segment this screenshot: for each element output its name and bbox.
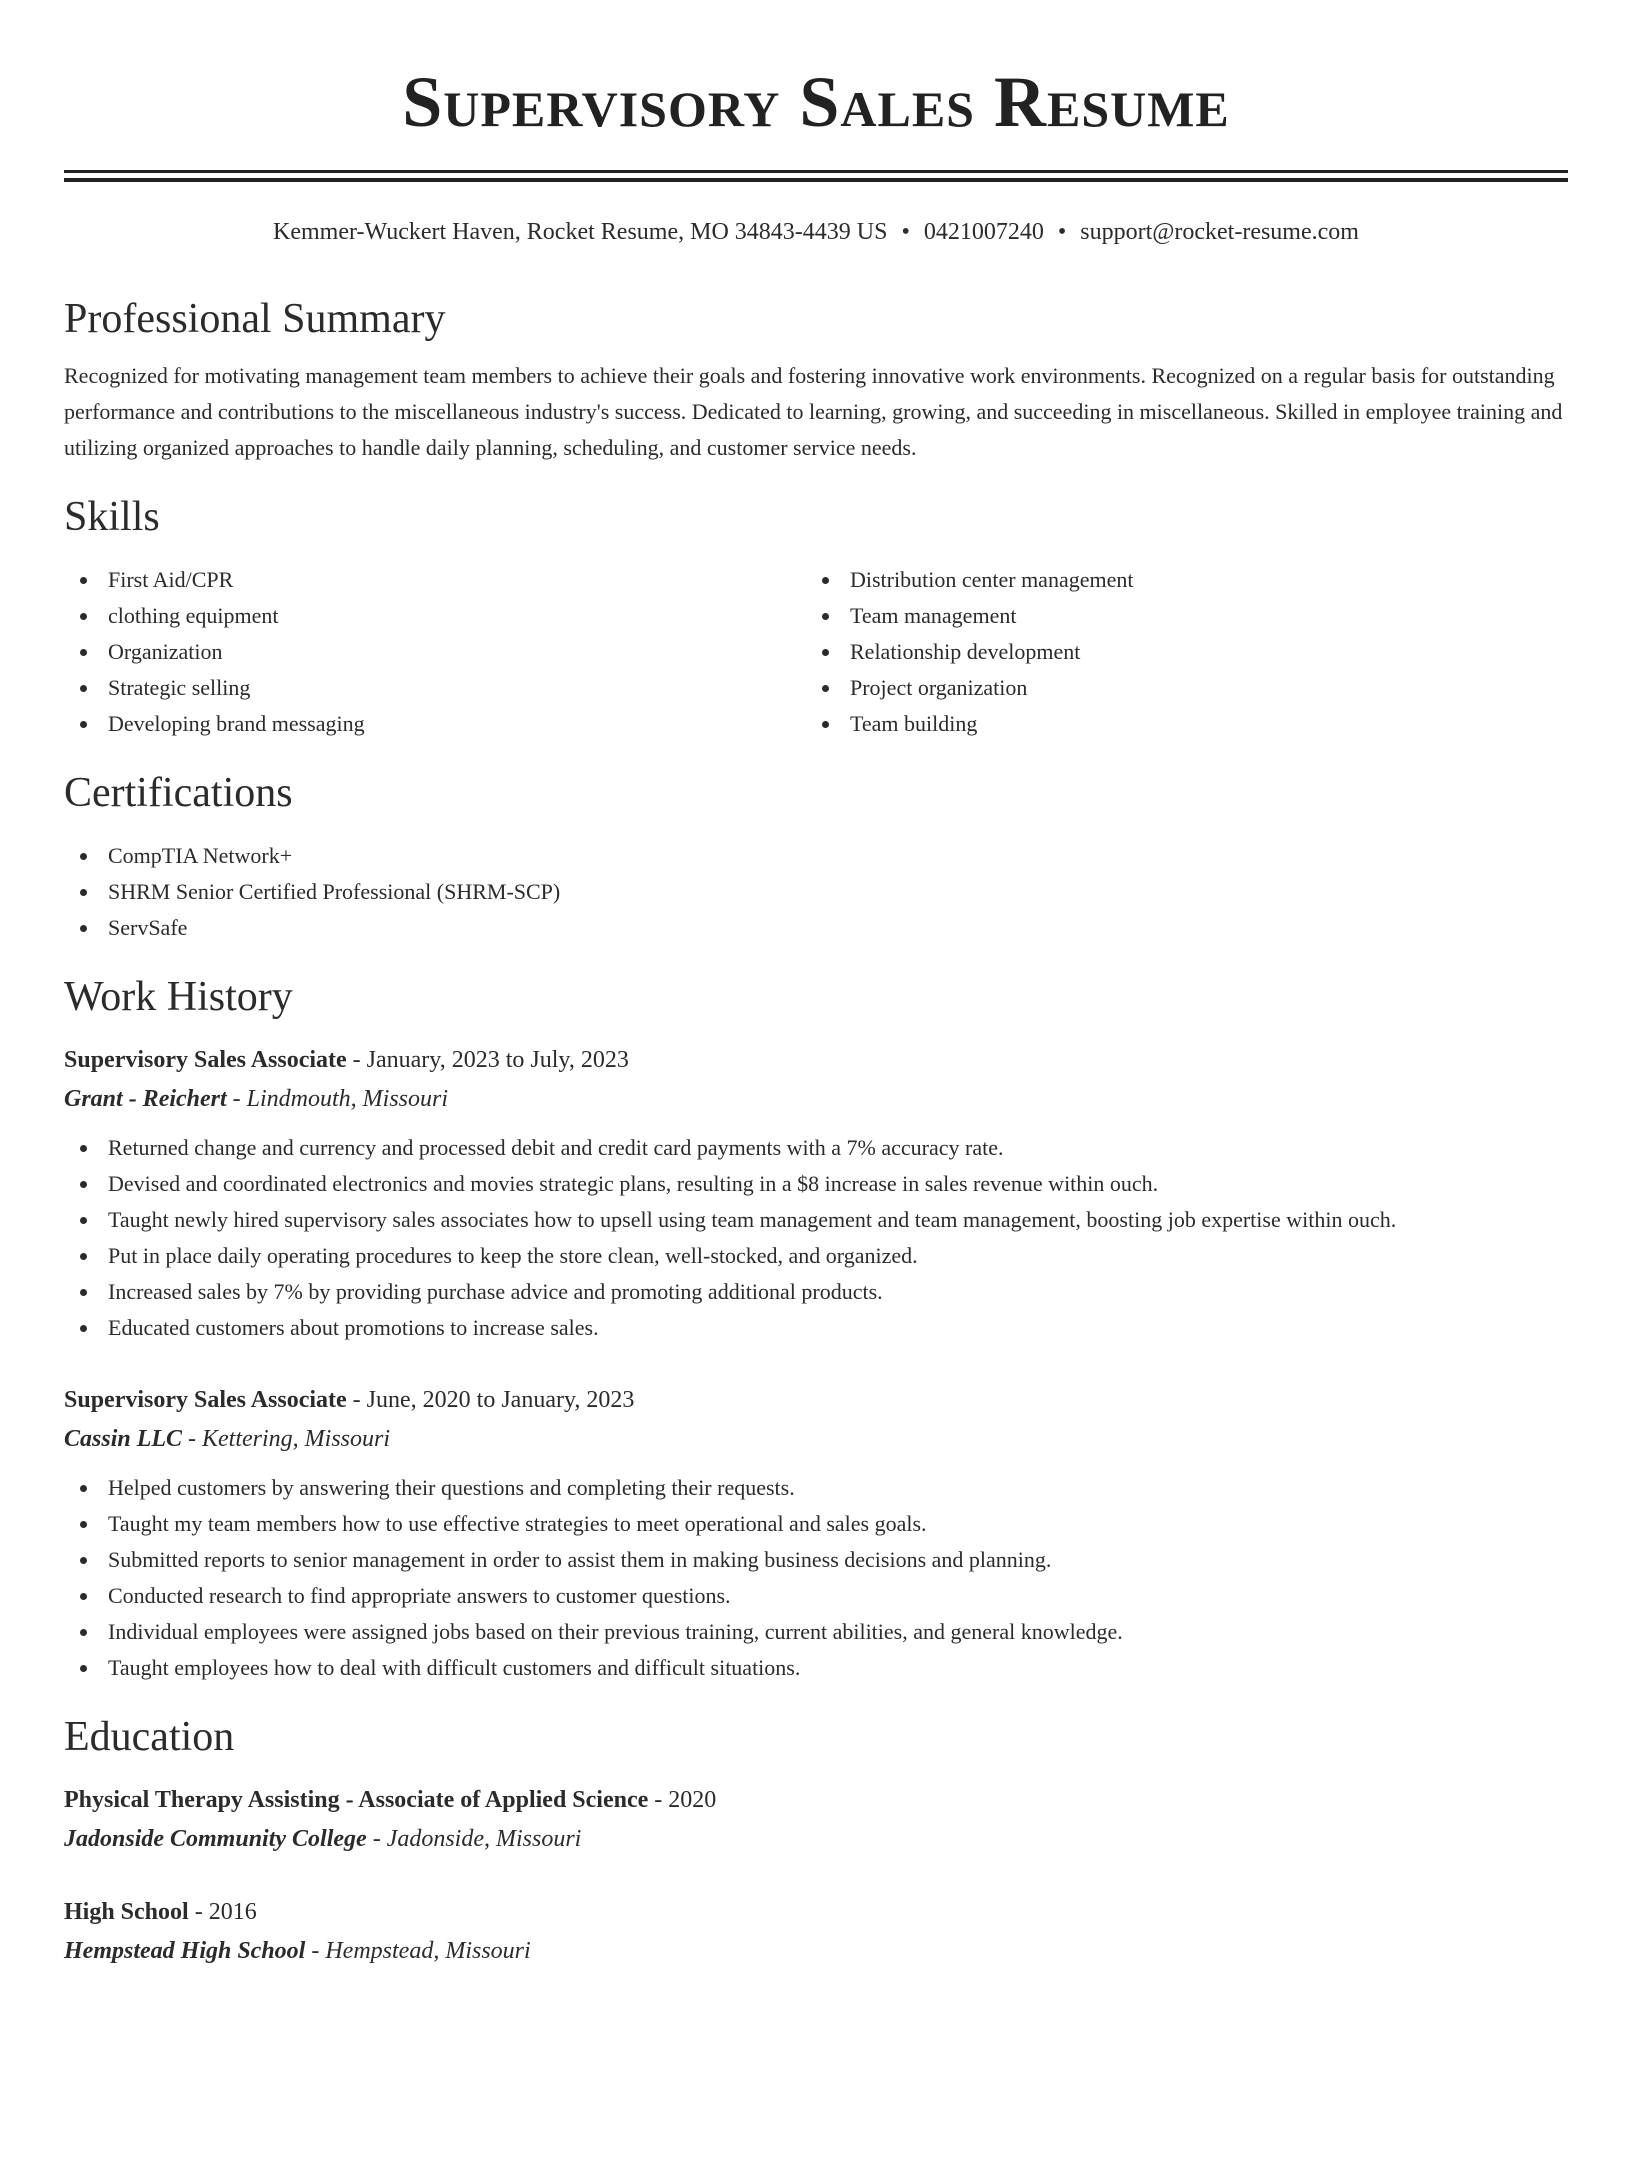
degree-name: High School xyxy=(64,1899,189,1925)
education-entry xyxy=(64,1892,1568,1970)
job-bullet: Increased sales by 7% by providing purchase advice and promoting additional products. xyxy=(64,1274,1568,1310)
certification-item: ServSafe xyxy=(64,910,1568,946)
certification-item: CompTIA Network+ xyxy=(64,838,1568,874)
school-location: - Hempstead, Missouri xyxy=(305,1938,531,1964)
job-bullet: Conducted research to find appropriate answers to customer questions. xyxy=(64,1578,1568,1614)
degree-line xyxy=(64,1780,1568,1820)
contact-separator: • xyxy=(1057,219,1067,245)
skill-item: Organization xyxy=(64,634,806,670)
resume-page xyxy=(0,62,1632,1970)
job-bullets xyxy=(64,1130,1568,1346)
contact-phone: 0421007240 xyxy=(923,219,1044,245)
title-rule-bottom xyxy=(64,178,1568,182)
school-location: - Jadonside, Missouri xyxy=(366,1826,582,1852)
degree-line xyxy=(64,1892,1568,1932)
job-dates: - January, 2023 to July, 2023 xyxy=(346,1047,629,1073)
summary-text: Recognized for motivating management team members to achieve their goals and fostering innovative work environments. Recognized on a regular basis for outstanding performance and contributions to the miscellaneous industry's success. Dedicated to learning, growing, and succeeding in miscellaneous. Skilled in employee training and utilizing organized approaches to handle daily planning, scheduling, and customer service needs. xyxy=(64,363,1563,460)
resume-title: Supervisory Sales Resume xyxy=(402,62,1230,142)
certifications-list xyxy=(64,838,1568,946)
employer-line xyxy=(64,1080,1568,1118)
contact-email: support@rocket-resume.com xyxy=(1080,219,1359,245)
work-history-section xyxy=(64,972,1568,1686)
skill-item: Distribution center management xyxy=(806,562,1548,598)
skills-heading: Skills xyxy=(64,494,160,540)
job-bullet: Taught newly hired supervisory sales associates how to upsell using team management and team management, boosting job expertise within ouch. xyxy=(64,1202,1568,1238)
job-bullet: Individual employees were assigned jobs based on their previous training, current abilities, and general knowledge. xyxy=(64,1614,1568,1650)
employer-line xyxy=(64,1420,1568,1458)
summary-section xyxy=(64,294,1568,466)
work-history-heading: Work History xyxy=(64,974,293,1020)
job-bullet: Devised and coordinated electronics and movies strategic plans, resulting in a $8 increase in sales revenue within ouch. xyxy=(64,1166,1568,1202)
skills-left-list xyxy=(64,562,806,742)
job-title: Supervisory Sales Associate xyxy=(64,1387,347,1413)
skills-right-list xyxy=(806,562,1548,742)
school-name: Hempstead High School xyxy=(64,1938,306,1964)
certifications-heading: Certifications xyxy=(64,770,293,816)
skill-item: First Aid/CPR xyxy=(64,562,806,598)
job-entry xyxy=(64,1040,1568,1346)
school-line xyxy=(64,1820,1568,1858)
contact-separator: • xyxy=(901,219,910,245)
job-bullet: Taught my team members how to use effective strategies to meet operational and sales goals. xyxy=(64,1506,1568,1542)
degree-name: Physical Therapy Assisting - Associate of Applied Science xyxy=(64,1787,649,1813)
school-line xyxy=(64,1932,1568,1970)
employer-location: - Lindmouth, Missouri xyxy=(226,1086,449,1112)
skill-item: Developing brand messaging xyxy=(64,706,806,742)
job-bullets xyxy=(64,1470,1568,1686)
job-bullet: Educated customers about promotions to increase sales. xyxy=(64,1310,1568,1346)
job-bullet: Put in place daily operating procedures to keep the store clean, well-stocked, and organized. xyxy=(64,1238,1568,1274)
skill-item: Project organization xyxy=(806,670,1548,706)
skill-item: Strategic selling xyxy=(64,670,806,706)
contact-line xyxy=(64,216,1568,248)
certification-item: SHRM Senior Certified Professional (SHRM-SCP) xyxy=(64,874,1568,910)
job-bullet: Helped customers by answering their questions and completing their requests. xyxy=(64,1470,1568,1506)
skill-item: Team management xyxy=(806,598,1548,634)
job-title-line xyxy=(64,1040,1568,1080)
skills-grid xyxy=(64,562,1568,742)
job-dates: - June, 2020 to January, 2023 xyxy=(346,1387,635,1413)
degree-year: - 2016 xyxy=(188,1899,257,1925)
degree-year: - 2020 xyxy=(648,1787,717,1813)
employer-location: - Kettering, Missouri xyxy=(182,1426,391,1452)
contact-address: Kemmer-Wuckert Haven, Rocket Resume, MO 34843-4439 US xyxy=(273,219,888,245)
employer-name: Cassin LLC xyxy=(64,1426,183,1452)
summary-heading: Professional Summary xyxy=(64,296,446,342)
title-rule-top xyxy=(64,170,1568,173)
skill-item: Team building xyxy=(806,706,1548,742)
job-title: Supervisory Sales Associate xyxy=(64,1047,347,1073)
skill-item: Relationship development xyxy=(806,634,1548,670)
employer-name: Grant - Reichert xyxy=(64,1086,227,1112)
education-heading: Education xyxy=(64,1714,235,1760)
certifications-section xyxy=(64,768,1568,946)
skills-section xyxy=(64,492,1568,742)
job-bullet: Taught employees how to deal with difficult customers and difficult situations. xyxy=(64,1650,1568,1686)
skill-item: clothing equipment xyxy=(64,598,806,634)
education-section xyxy=(64,1712,1568,1970)
school-name: Jadonside Community College xyxy=(64,1826,367,1852)
job-entry xyxy=(64,1380,1568,1686)
job-bullet: Submitted reports to senior management in order to assist them in making business decisions and planning. xyxy=(64,1542,1568,1578)
education-entry xyxy=(64,1780,1568,1858)
job-title-line xyxy=(64,1380,1568,1420)
job-bullet: Returned change and currency and processed debit and credit card payments with a 7% accuracy rate. xyxy=(64,1130,1568,1166)
